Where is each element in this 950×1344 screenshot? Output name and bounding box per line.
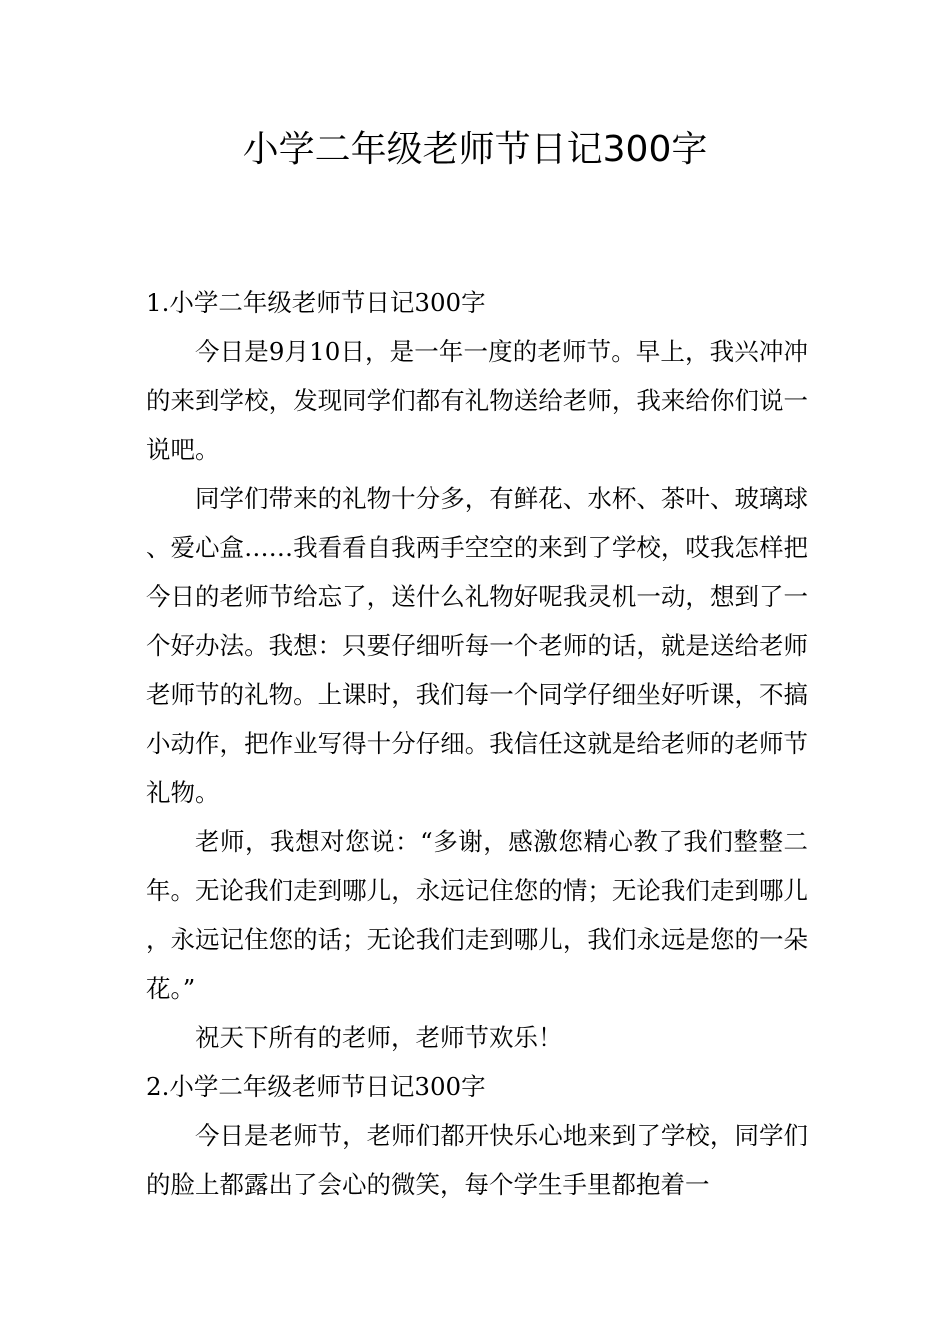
document-body	[146, 278, 808, 1209]
paragraph: 祝天下所有的老师，老师节欢乐！	[195, 1023, 563, 1052]
section-1	[146, 278, 808, 1062]
paragraph: 今日是9月10日，是一年一度的老师节。早上，我兴冲冲的来到学校，发现同学们都有礼物送给老师，我来给你们说一说吧。	[146, 337, 808, 464]
document-title: 小学二年级老师节日记300字	[242, 129, 708, 170]
section-2	[146, 1062, 808, 1209]
paragraph: 今日是老师节，老师们都开快乐心地来到了学校，同学们的脸上都露出了会心的微笑，每个学生手里都抱着一	[146, 1121, 808, 1199]
paragraph: 老师，我想对您说：“多谢，感激您精心教了我们整整二年。无论我们走到哪儿，永远记住您的情；无论我们走到哪儿，永远记住您的话；无论我们走到哪儿，我们永远是您的一朵花。”	[146, 827, 808, 1003]
paragraph: 同学们带来的礼物十分多，有鲜花、水杯、茶叶、玻璃球、爱心盒……我看看自我两手空空的来到了学校，哎我怎样把今日的老师节给忘了，送什么礼物好呢我灵机一动，想到了一个好办法。我想：只要仔细听每一个老师的话，就是送给老师老师节的礼物。上课时，我们每一个同学仔细坐好听课，不搞小动作，把作业写得十分仔细。我信任这就是给老师的老师节礼物。	[146, 484, 808, 807]
section-heading: 2.小学二年级老师节日记300字	[146, 1072, 486, 1101]
section-heading: 1.小学二年级老师节日记300字	[146, 288, 486, 317]
